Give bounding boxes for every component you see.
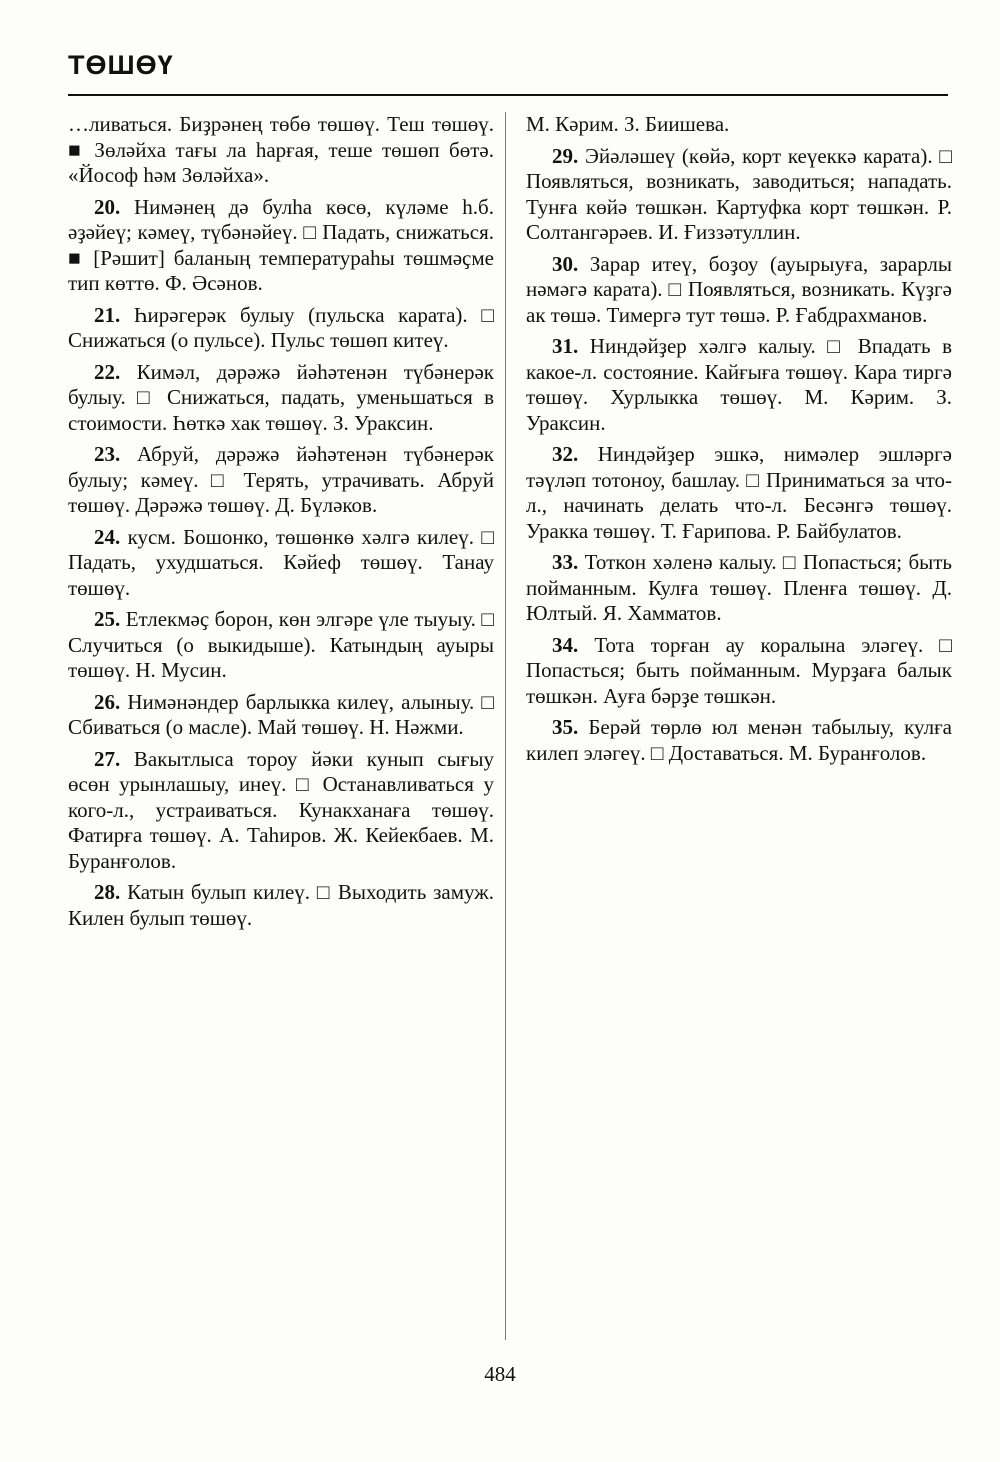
- entry-text: Ниндәйҙер эшкә, нимәлер эшләргә тәүләп тотоноу, башлау. □ Приниматься за что-л., начинать делать что-л. Бесәнгә төшөү. Уракка төшөү. Т. Ғарипова. Р. Байбулатов.: [526, 442, 953, 543]
- entry-text: Абруй, дәрәжә йәһәтенән түбәнерәк булыу; кәмеү. □ Терять, утрачивать. Абруй төшөү. Дәрәжә төшөү. Д. Бүләков.: [68, 442, 495, 517]
- entry-number: 32.: [552, 442, 579, 466]
- entry-number: 20.: [94, 194, 121, 219]
- entry-text: Берәй төрлө юл менән табылыу, кулға килеп эләгеү. □ Доставаться. М. Буранғолов.: [526, 715, 952, 765]
- dictionary-entry: [526, 715, 952, 766]
- entry-number: 21.: [94, 302, 121, 327]
- entry-number: 35.: [552, 715, 579, 739]
- entry-text: Тота торған ау коралына эләгеү. □ Попасться; быть пойманным. Мурҙаға балык төшкән. Ауға бәрҙе төшкән.: [526, 632, 952, 708]
- column-divider: [505, 112, 506, 1340]
- dictionary-entry: [526, 334, 952, 436]
- entry-text: Нимәнәндер барлыкка килеү, алыныу. □ Сбиваться (о масле). Май төшөү. Н. Нәжми.: [68, 689, 495, 739]
- dictionary-entry: [526, 112, 952, 138]
- entry-number: 23.: [94, 442, 121, 466]
- dictionary-entry: [68, 607, 494, 684]
- entry-number: 31.: [552, 334, 579, 358]
- dictionary-entry: [526, 633, 952, 710]
- dictionary-entry: [68, 442, 494, 519]
- dictionary-entry: [68, 360, 494, 437]
- dictionary-entry: [526, 550, 952, 627]
- entry-number: 34.: [552, 632, 579, 657]
- dictionary-entry: [68, 747, 494, 875]
- entry-text: Тоткон хәленә калыу. □ Попасться; быть пойманным. Кулға төшөү. Пленға төшөү. Д. Юлтый. Я. Хамматов.: [526, 550, 953, 625]
- dictionary-entry: [68, 525, 494, 602]
- dictionary-entry: [68, 195, 494, 297]
- dictionary-entry: [68, 690, 494, 741]
- entry-number: 25.: [94, 607, 121, 631]
- entry-number: 24.: [94, 524, 121, 549]
- entry-number: 27.: [94, 746, 121, 771]
- right-column: [526, 112, 952, 772]
- dictionary-entry: [68, 303, 494, 354]
- entry-text: Ниндәйҙер хәлгә калыу. □ Впадать в какое-л. состояние. Кайғыға төшөү. Кара тиргә төшөү. Хурлыкка төшөү. М. Кәрим. З. Ураксин.: [526, 334, 953, 435]
- dictionary-entry: [68, 112, 494, 189]
- entry-text: кусм. Бошонко, төшөнкө хәлгә килеү. □ Падать, ухудшаться. Кәйеф төшөү. Танау төшөү.: [68, 524, 494, 600]
- page-number: 484: [484, 1362, 516, 1386]
- dictionary-entry: [526, 144, 952, 246]
- entry-text: Етлекмәҫ борон, көн элгәре үле тыуыу. □ Случиться (о выкидыше). Катындың ауыры төшөү. Н. Мусин.: [68, 607, 494, 682]
- dictionary-entry: [526, 442, 952, 544]
- entry-number: 22.: [94, 359, 121, 384]
- running-head: ТӨШӨҮ: [68, 50, 174, 80]
- entry-text: М. Кәрим. З. Биишева.: [526, 112, 730, 136]
- entry-text: …ливаться. Биҙрәнең төбө төшөү. Теш төшөү. ■ Зөләйха тағы ла һарғая, теше төшөп бөтә. «Йософ һәм Зөләйха».: [68, 112, 494, 187]
- header-rule: [68, 94, 948, 96]
- dictionary-entry: [68, 880, 494, 931]
- entry-number: 30.: [552, 251, 579, 276]
- entry-text: Вакытлыса тороу йәки кунып сығыу өсөн урынлашыу, инеү. □ Останавливаться у кого-л., устраиваться. Кунакханаға төшөү. Фатирға төшөү. А. Таһиров. Ж. Кейекбаев. М. Буранғолов.: [68, 746, 495, 873]
- entry-text: Нимәнең дә булһа көсө, күләме һ.б. әҙәйеү; кәмеү, түбәнәйеү. □ Падать, снижаться. ■ [Рәшит] баланың температураһы төшмәҫме тип көттө. Ф. Әсәнов.: [68, 194, 494, 295]
- entry-text: Зарар итеү, боҙоу (ауырыуға, зарарлы нәмәгә карата). □ Появляться, возникать. Күҙгә ак төшә. Тимергә тут төшә. Р. Ғабдрахманов.: [526, 251, 952, 327]
- entry-number: 26.: [94, 689, 121, 714]
- entry-text: Һирәгерәк булыу (пульска карата). □ Снижаться (о пульсе). Пульс төшөп китеү.: [68, 302, 495, 352]
- entry-number: 28.: [94, 880, 121, 904]
- dictionary-entry: [526, 252, 952, 329]
- entry-number: 33.: [552, 550, 579, 574]
- entry-text: Эйәләшеү (көйә, корт кеүеккә карата). □ Появляться, возникать, заводиться; нападать. Тунға көйә төшкән. Картуфка корт төшкән. Р. Солтангәрәев. И. Ғиззәтуллин.: [526, 143, 953, 244]
- entry-number: 29.: [552, 143, 579, 168]
- entry-text: Катын булып килеү. □ Выходить замуж. Килен булып төшөү.: [68, 880, 495, 930]
- left-column: [68, 112, 494, 937]
- entry-text: Кимәл, дәрәжә йәһәтенән түбәнерәк булыу. □ Снижаться, падать, уменьшаться в стоимости. Һөткә хак төшөү. З. Ураксин.: [68, 359, 494, 435]
